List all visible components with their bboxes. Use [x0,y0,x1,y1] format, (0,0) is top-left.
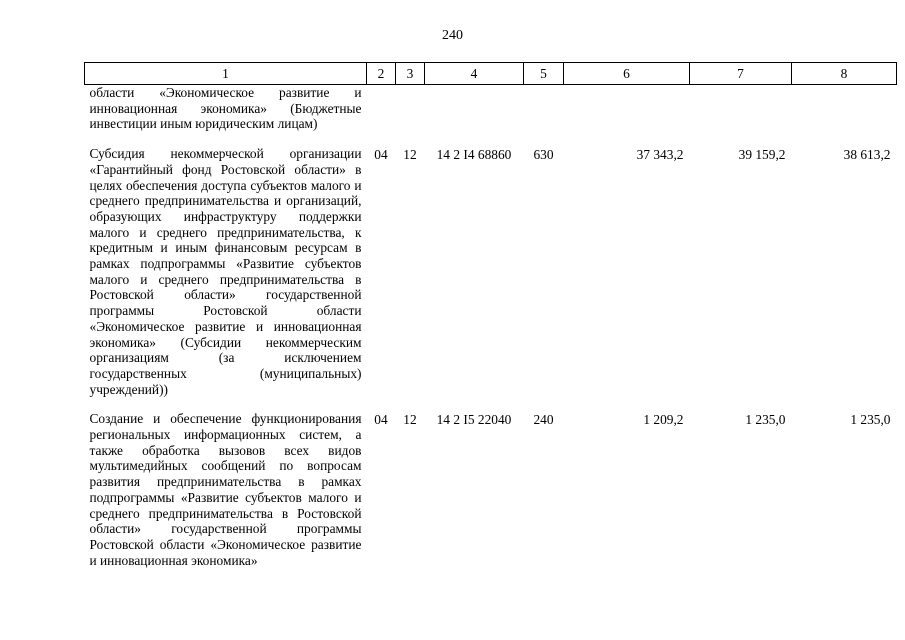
column-header: 7 [690,63,792,85]
column-header: 3 [396,63,425,85]
amount-col6 [564,85,690,133]
column-header: 1 [85,63,367,85]
expense-type-code [524,85,564,133]
page-number: 240 [442,28,463,43]
amount-col7: 39 159,2 [738,147,786,163]
amount-col7 [690,85,792,133]
amount-col6: 1 209,2 [643,412,684,428]
table-row [85,132,897,397]
amount-col7: 1 235,0 [745,412,786,428]
column-header: 4 [425,63,524,85]
column-header: 8 [792,63,897,85]
row-description: области «Экономическое развитие и инновационная экономика» (Бюджетные инвестиции иным юридическим лицам) [89,85,362,132]
column-header: 5 [524,63,564,85]
amount-col8: 38 613,2 [843,147,891,163]
column-header: 2 [367,63,396,85]
budget-table [84,62,897,568]
table-row [85,85,897,133]
table-header-row [85,63,897,85]
subsection-code [396,85,425,133]
table-row [85,397,897,568]
row-description: Создание и обеспечение функционирования региональных информационных систем, а также обработка вызовов всех видов мультимедийных сообщений по вопросам развития предпринимательства в рамках подпрограммы «Развитие субъектов малого и среднего предпринимательства в Ростовской области» государственной программы Ростовской области «Экономическое развитие и инновационная экономика» [89,411,362,568]
subsection-code: 12 [403,147,417,163]
target-article-code [425,85,524,133]
section-code: 04 [374,147,388,163]
section-code: 04 [374,412,388,428]
section-code [367,85,396,133]
target-article-code: 14 2 I4 68860 [436,147,512,163]
subsection-code: 12 [403,412,417,428]
row-description: Субсидия некоммерческой организации «Гарантийный фонд Ростовской области» в целях обеспечения доступа субъектов малого и среднего предпринимательства и организаций, образующих инфраструктуру поддержки малого и среднего предпринимательства, к кредитным и иным финансовым ресурсам в рамках подпрограммы «Развитие субъектов малого и среднего предпринимательства в Ростовской области» государственной программы Ростовской области «Экономическое развитие и инновационная экономика» (Субсидии некоммерческим организациям (за исключением государственных (муниципальных) учреждений)) [89,146,362,397]
amount-col6: 37 343,2 [636,147,684,163]
expense-type-code: 630 [533,147,554,163]
amount-col8 [792,85,897,133]
target-article-code: 14 2 I5 22040 [436,412,512,428]
column-header: 6 [564,63,690,85]
expense-type-code: 240 [533,412,554,428]
amount-col8: 1 235,0 [850,412,891,428]
